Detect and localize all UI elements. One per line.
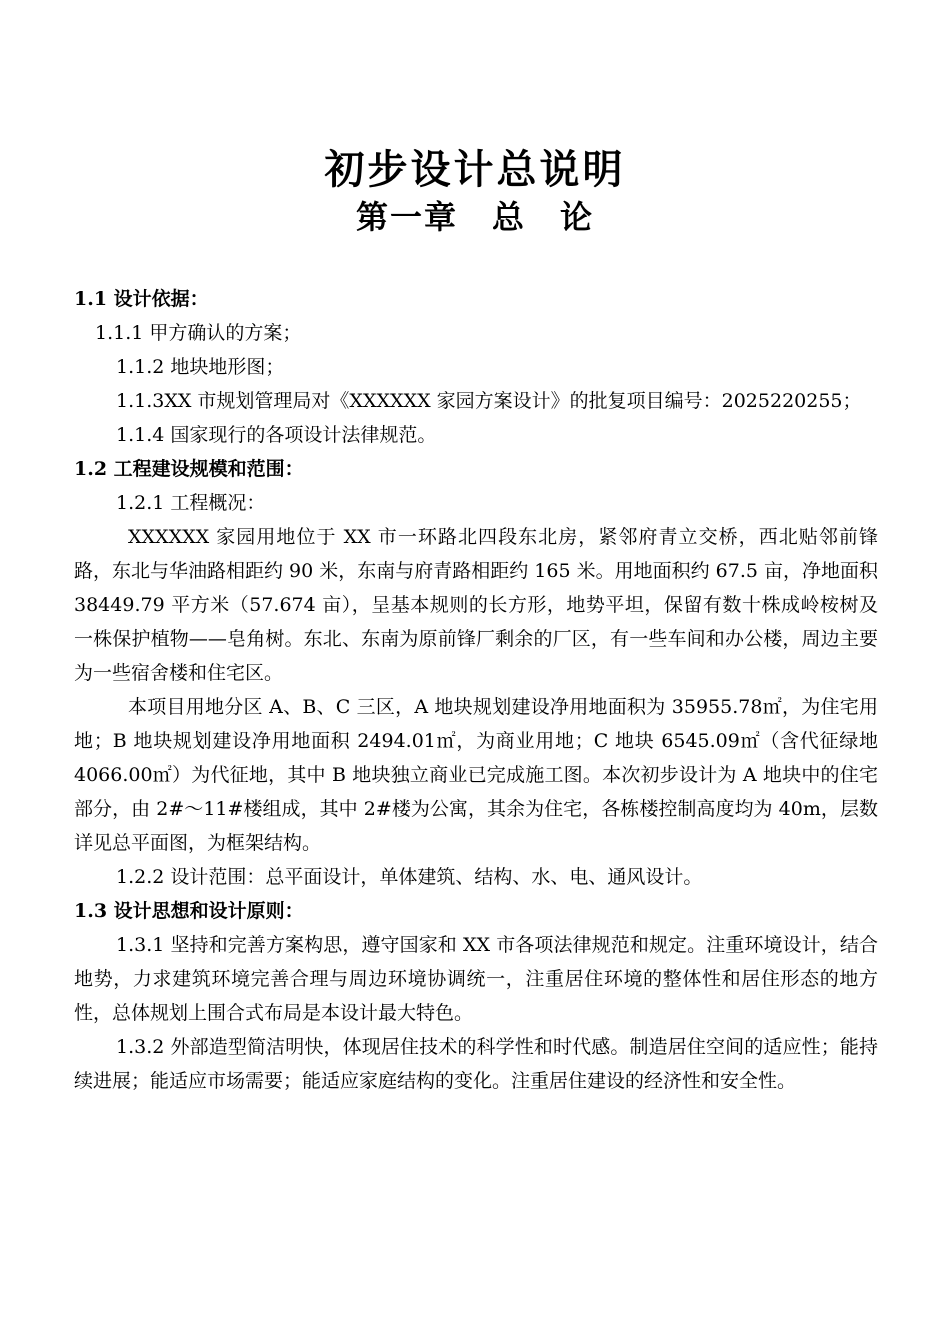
paragraph-site-overview: XXXXXX 家园用地位于 XX 市一环路北四段东北房，紧邻府青立交桥，西北贴邻前锋路，东北与华油路相距约 90 米，东南与府青路相距约 165 米。用地面积约 67.5 亩，净地面积 38449.79 平方米（57.674 亩），呈基本规则的长方形，地势平坦，保留有数十株成岭桉树及一株保护植物——皂角树。东北、东南为原前锋厂剩余的厂区，有一些车间和办公楼，周边主要为一些宿舍楼和住宅区。 — [74, 526, 878, 684]
sub-heading-1-2-1: 1.2.1 工程概况： — [116, 492, 266, 514]
document-title: 初步设计总说明 — [324, 146, 626, 193]
list-item-1-1-3: 1.1.3XX 市规划管理局对《XXXXXX 家园方案设计》的批复项目编号：2025220255； — [116, 390, 862, 412]
section-heading-1-3: 1.3 设计思想和设计原则： — [74, 900, 304, 922]
document-body — [74, 282, 878, 1098]
paragraph-design-principle-1: 1.3.1 坚持和完善方案构思，遵守国家和 XX 市各项法律规范和规定。注重环境设计，结合地势，力求建筑环境完善合理与周边环境协调统一，注重居住环境的整体性和居住形态的地方性，总体规划上围合式布局是本设计最大特色。 — [74, 934, 878, 1024]
paragraph-design-scope: 1.2.2 设计范围：总平面设计，单体建筑、结构、水、电、通风设计。 — [116, 866, 703, 888]
list-item-1-1-2: 1.1.2 地块地形图； — [116, 356, 285, 378]
paragraph-land-division: 本项目用地分区 A、B、C 三区，A 地块规划建设净用地面积为 35955.78㎡，为住宅用地；B 地块规划建设净用地面积 2494.01㎡，为商业用地；C 地块 6545.09㎡（含代征绿地 4066.00㎡）为代征地，其中 B 地块独立商业已完成施工图。本次初步设计为 A 地块中的住宅部分，由 2#～11#楼组成，其中 2#楼为公寓，其余为住宅，各栋楼控制高度均为 40m，层数详见总平面图，为框架结构。 — [74, 696, 878, 854]
section-heading-1-1: 1.1 设计依据： — [74, 288, 209, 310]
section-heading-1-2: 1.2 工程建设规模和范围： — [74, 458, 304, 480]
list-item-1-1-1: 1.1.1 甲方确认的方案； — [95, 322, 302, 344]
list-item-1-1-4: 1.1.4 国家现行的各项设计法律规范。 — [116, 424, 437, 446]
paragraph-design-principle-2: 1.3.2 外部造型简洁明快，体现居住技术的科学性和时代感。制造居住空间的适应性；能持续进展；能适应市场需要；能适应家庭结构的变化。注重居住建设的经济性和安全性。 — [74, 1036, 878, 1092]
chapter-title: 第一章 总 论 — [355, 198, 594, 236]
